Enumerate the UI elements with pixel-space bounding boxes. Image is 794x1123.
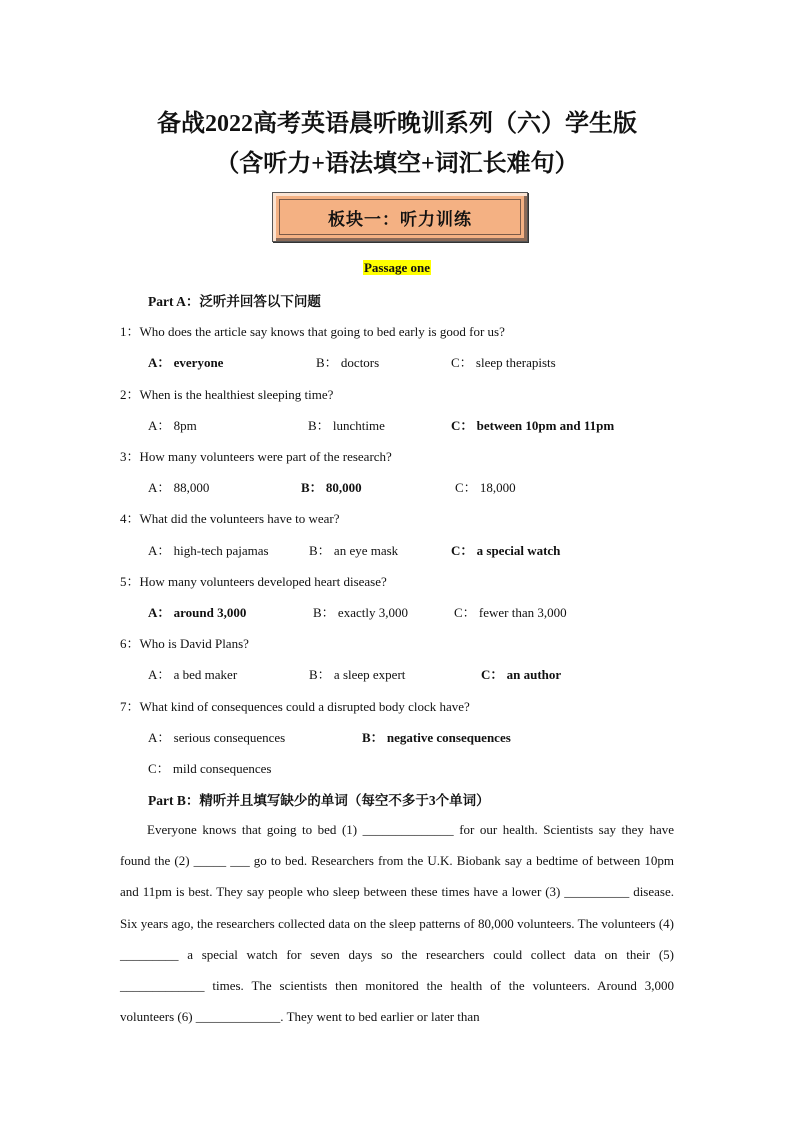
q3-option-a: A： 88,000 <box>148 480 210 495</box>
question-3: 3：How many volunteers were part of the research? <box>120 449 392 464</box>
q1-option-b: B： doctors <box>316 355 380 370</box>
q5-option-c: C： fewer than 3,000 <box>454 605 567 620</box>
q1-option-a: A： everyone <box>148 355 224 370</box>
q3-option-b: B： 80,000 <box>301 480 362 495</box>
q5-option-a: A： around 3,000 <box>148 605 247 620</box>
section-banner <box>272 192 528 242</box>
q2-option-c: C： between 10pm and 11pm <box>451 418 615 433</box>
question-7: 7：What kind of consequences could a disrupted body clock have? <box>120 699 470 714</box>
section-banner-inner <box>279 199 521 235</box>
q6-option-b: B： a sleep expert <box>309 667 406 682</box>
part-b-heading: Part B：精听并且填写缺少的单词（每空不多于3个单词） <box>148 793 490 808</box>
q3-option-c: C： 18,000 <box>455 480 516 495</box>
document-title-line2: （含听力+语法填空+词汇长难句） <box>215 151 579 177</box>
q6-option-c: C： an author <box>481 667 562 682</box>
question-5: 5：How many volunteers developed heart disease? <box>120 574 387 589</box>
question-4: 4：What did the volunteers have to wear? <box>120 511 340 526</box>
passage-label <box>0 259 794 277</box>
question-2: 2：When is the healthiest sleeping time? <box>120 387 334 402</box>
question-6: 6：Who is David Plans? <box>120 636 249 651</box>
q6-option-a: A： a bed maker <box>148 667 238 682</box>
q7-option-a: A： serious consequences <box>148 730 286 745</box>
section-banner-label: 板块一：听力训练 <box>328 209 472 229</box>
question-1: 1：Who does the article say knows that going to bed early is good for us? <box>120 324 505 339</box>
q7-option-c: C： mild consequences <box>148 761 272 776</box>
q4-option-b: B： an eye mask <box>309 543 399 558</box>
q2-option-a: A： 8pm <box>148 418 197 433</box>
q7-option-b: B： negative consequences <box>362 730 511 745</box>
cloze-paragraph: Everyone knows that going to bed (1) ______________ for our health. Scientists say they have found the (2) _____ ___ go to bed. Researchers from the U.K. Biobank say a bedtime of between 10pm and 11pm is best. They say people who sleep between these times have a lower (3) __________ disease. Six years ago, the researchers collected data on the sleep patterns of 80,000 volunteers. The volunteers (4) _________ a special watch for seven days so the researchers could collect data on their (5) _____________ times. The scientists then monitored the health of the volunteers. Around 3,000 volunteers (6) _____________. They went to bed earlier or later than <box>120 822 674 1025</box>
document-title-line1: 备战2022高考英语晨听晚训系列（六）学生版 <box>157 111 637 137</box>
passage-label-text: Passage one <box>363 260 431 275</box>
q1-option-c: C： sleep therapists <box>451 355 556 370</box>
q2-option-b: B： lunchtime <box>308 418 385 433</box>
q5-option-b: B： exactly 3,000 <box>313 605 408 620</box>
q4-option-c: C： a special watch <box>451 543 561 558</box>
q4-option-a: A： high-tech pajamas <box>148 543 269 558</box>
cloze-passage <box>120 814 674 1032</box>
part-a-heading: Part A：泛听并回答以下问题 <box>148 294 321 309</box>
